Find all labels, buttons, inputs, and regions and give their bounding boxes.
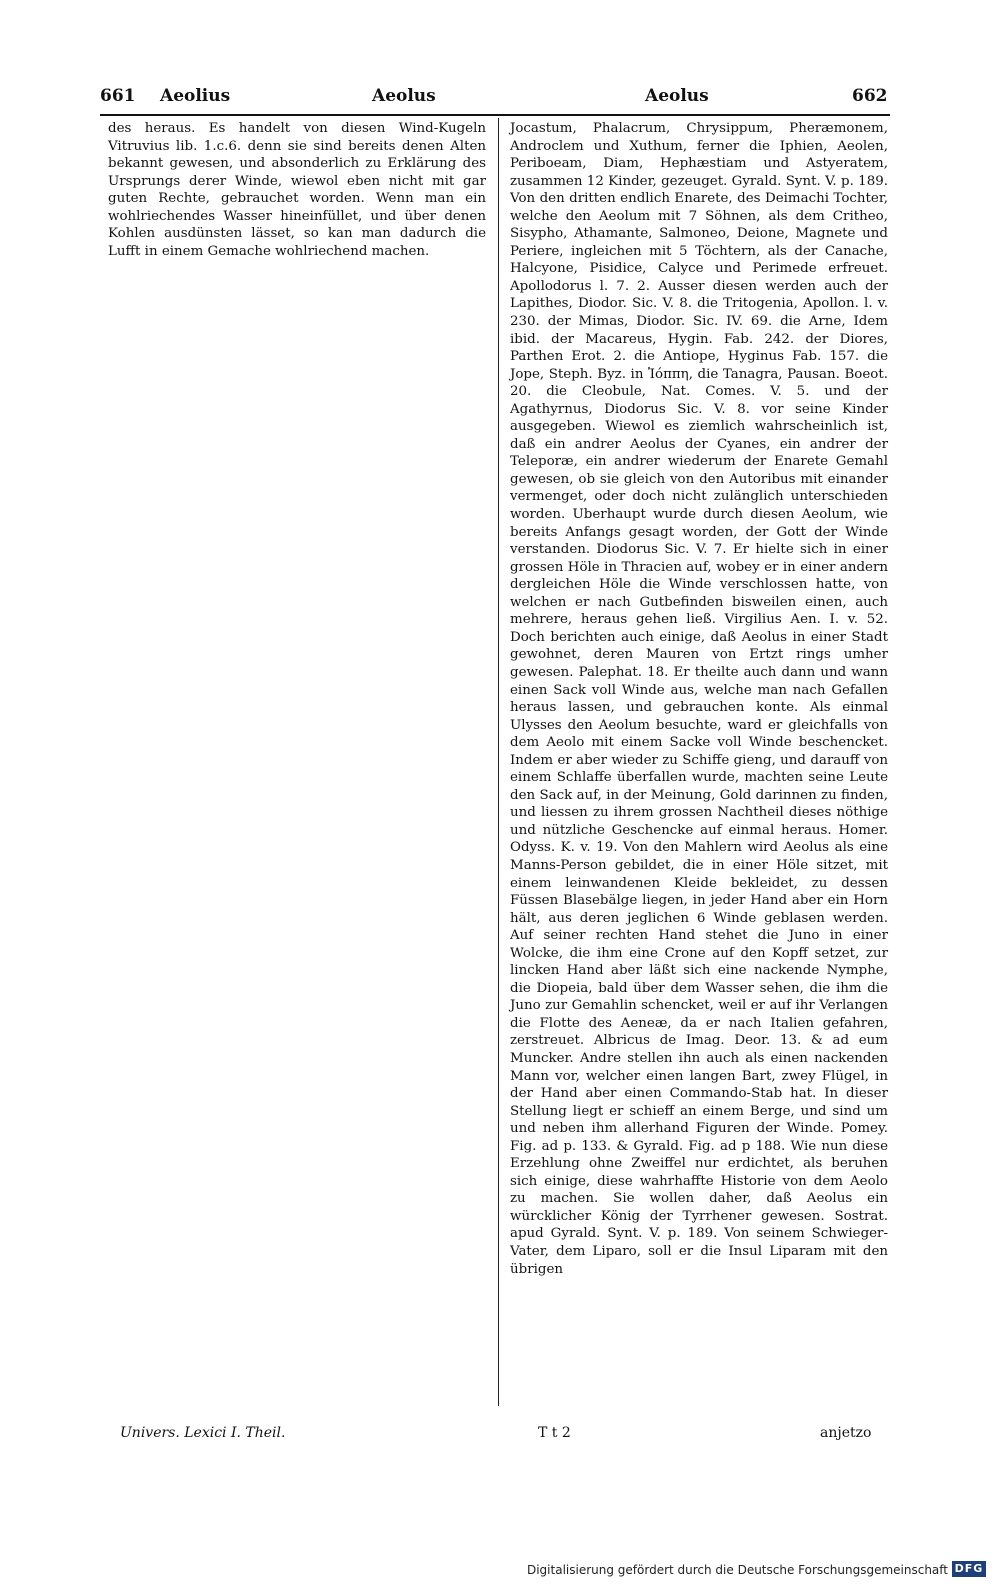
header-word-left: Aeolius — [160, 86, 231, 106]
header-rule — [100, 114, 890, 116]
right-paragraph-1: Jocastum, Phalacrum, Chrysippum, Pheræmonem, Androclem und Xuthum, ferner die Iphien, Aeolen, Periboeam, Diam, Hephæstiam und Astyeratem, zusammen 12 Kinder, gezeuget. Gyrald. Synt. V. p. 189. Von den dritten endlich Enarete, des Deimachi Tochter, welche den Aeolum mit 7 Söhnen, als dem Critheo, Sisypho, Athamante, Salmoneo, Deione, Magnete und Periere, ingleichen mit 5 Töchtern, als der Canache, Halcyone, Pisidice, Calyce und Perimede erfreuet. Apollodorus l. 7. 2. Ausser diesen werden auch der Lapithes, Diodor. Sic. V. 8. die Tritogenia, Apollon. l. v. 230. der Mimas, Diodor. Sic. IV. 69. die Arne, Idem ibid. der Macareus, Hygin. Fab. 242. der Diores, Parthen Erot. 2. die Antiope, Hyginus Fab. 157. die Jope, Steph. Byz. in Ἰόππη, die Tanagra, Pausan. Boeot. 20. die Cleobule, Nat. Comes. V. 5. und der Agathyrnus, Diodorus Sic. V. 8. vor seine Kinder ausgegeben. Wiewol es ziemlich wahrscheinlich ist, daß ein andrer Aeolus der Cyanes, ein andrer der Teleporæ, ein andrer wiederum der Enarete Gemahl gewesen, ob sie gleich von den Autoribus mit einander vermenget, oder doch nicht zulänglich unterschieden worden. Uberhaupt wurde durch diesen Aeolum, wie bereits Anfangs gesagt worden, der Gott der Winde verstanden. Diodorus Sic. V. 7. Er hielte sich in einer grossen Höle in Thracien auf, wobey er in einer andern dergleichen Höle die Winde verschlossen hatte, von welchen er nach Gutbefinden bisweilen einen, auch mehrere, heraus gehen ließ. Virgilius Aen. I. v. 52. Doch berichten auch einige, daß Aeolus in einer Stadt gewohnet, deren Mauren von Ertzt rings umher gewesen. Palephat. 18. Er theilte auch dann und wann einen Sack voll Winde aus, welche man nach Gefallen heraus lassen, und gebrauchen konte. Als einmal Ulysses den Aeolum besuchte, ward er gleichfalls von dem Aeolo mit einem Sacke voll Winde beschencket. Indem er aber wieder zu Schiffe gieng, und darauff von einem Schlaffe überfallen wurde, machten seine Leute den Sack auf, in der Meinung, Gold darinnen zu finden, und liessen zu ihrem grossen Nachtheil dieses nöthige und nützliche Geschencke auf einmal heraus. Homer. Odyss. K. v. 19. Von den Mahlern wird Aeolus als eine Manns-Person gebildet, die in einer Höle sitzet, mit einem leinwandenen Kleide bekleidet, zu dessen Füssen Blasebälge liegen, in jeder Hand aber ein Horn hält, aus deren jeglichen 6 Winde geblasen werden. Auf seiner rechten Hand stehet die Juno in einer Wolcke, die ihm eine Crone auf den Kopff setzet, zur lincken Hand aber läßt sich eine nackende Nymphe, die Diopeia, bald über dem Wasser sehen, die ihm die Juno zur Gemahlin schencket, weil er auf ihr Verlangen die Flotte des Aeneæ, da er nach Italien gefahren, zerstreuet. Albricus de Imag. Deor. 13. & ad eum Muncker. Andre stellen ihn auch als einen nackenden Mann vor, welcher einen langen Bart, zwey Flügel, in der Hand aber einen Commando-Stab hat. In dieser Stellung liegt er schieff an einem Berge, und sind um und neben ihm allerhand Figuren der Winde. Pomey. Fig. ad p. 133. & Gyrald. Fig. ad p 188. Wie nun diese Erzehlung ohne Zweiffel nur erdichtet, als beruhen sich einige, diese wahrhaffte Historie von dem Aeolo zu machen. Sie wollen daher, daß Aeolus ein würcklicher König der Tyrrhener gewesen. Sostrat. apud Gyrald. Synt. V. p. 189. Von seinem Schwieger-Vater, dem Liparo, soll er die Insul Liparam mit den übrigen — [510, 121, 888, 1277]
header-word-center-left: Aeolus — [372, 86, 436, 106]
left-paragraph-1: des heraus. Es handelt von diesen Wind-Kugeln Vitruvius lib. 1.c.6. denn sie sind bereits denen Alten bekannt gewesen, und absonderlich zu Erklärung des Ursprungs derer Winde, wiewol eben nicht mit gar guten Rechte, gebrauchet worden. Wenn man ein wohlriechendes Wasser hineinfüllet, und über denen Kohlen ausdünsten lässet, so kan man dadurch die Lufft in einem Gemache wohlriechend machen. — [108, 121, 486, 259]
left-column — [108, 120, 486, 260]
dfg-logo-icon: DFG — [952, 1561, 986, 1577]
right-column — [510, 120, 888, 1278]
header-word-center-right: Aeolus — [645, 86, 709, 106]
signature-line: Univers. Lexici I. Theil. — [120, 1425, 286, 1441]
column-divider — [498, 118, 499, 1406]
page-number-right: 662 — [852, 86, 888, 106]
funding-text: Digitalisierung gefördert durch die Deutsche Forschungsgemeinschaft — [526, 1563, 948, 1577]
running-header — [100, 86, 890, 112]
signature-mark: T t 2 — [538, 1425, 571, 1441]
page-number-left: 661 — [100, 86, 136, 106]
funding-banner — [526, 1560, 990, 1580]
page-footer — [120, 1425, 900, 1449]
catchword: anjetzo — [820, 1425, 872, 1441]
